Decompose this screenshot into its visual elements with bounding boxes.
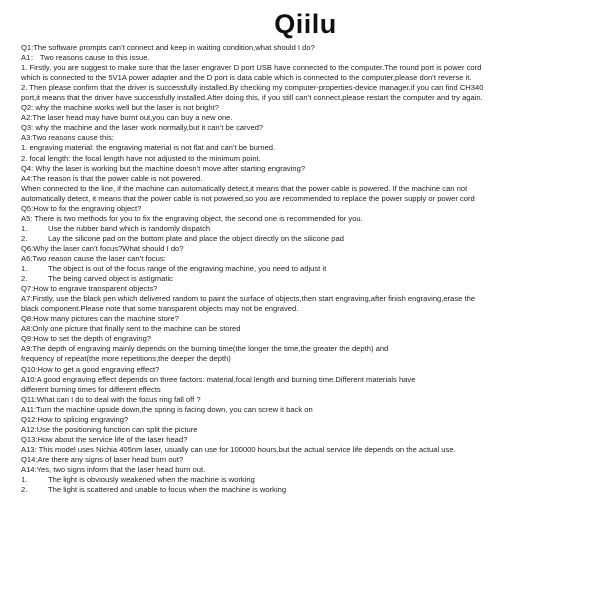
faq-answer: A8:Only one picture that finally sent to the machine can be stored <box>21 324 241 334</box>
faq-question: Q2: why the machine works well but the laser is not bright? <box>21 103 219 113</box>
faq-text-line: which is connected to the 5V1A power adapter and the D port is data cable which is connected to the computer,please don’t reverse it. <box>21 73 472 83</box>
list-number: 2. <box>21 233 28 243</box>
page-title: Qiilu <box>274 9 337 39</box>
faq-question: Q5:How to fix the engraving object? <box>21 203 142 213</box>
faq-question: Q4: Why the laser is working but the machine doesn’t move after starting engraving? <box>21 163 306 173</box>
faq-text-line: 1. engraving material: the engraving material is not flat and can’t be burned. <box>21 143 276 153</box>
faq-answer: A1： Two reasons cause to this issue. <box>21 53 150 63</box>
faq-answer: A13: This model uses Nichia 405nm laser, usually can use for 100000 hours,but the actual service life depends on the actual use. <box>21 444 456 454</box>
faq-answer: A3:Two reasons cause this: <box>21 133 114 143</box>
list-item-text: The light is scattered and unable to focus when the machine is working <box>48 485 287 495</box>
faq-text-line <box>21 234 590 244</box>
faq-answer: A10:A good engraving effect depends on three factors: material,focal length and burning time.Different materials have <box>21 374 416 384</box>
faq-text-line: 1. Firstly, you are suggest to make sure that the laser engraver D port USB have connected to the computer.The round port is power cord <box>21 63 482 73</box>
faq-question: Q3: why the machine and the laser work normally,but it can’t be carved? <box>21 123 264 133</box>
list-item-text: The object is out of the focus range of the engraving machine, you need to adjust it <box>48 264 327 274</box>
faq-text-line: black component.Please note that some transparent objects may not be engraved. <box>21 304 299 314</box>
faq-question: Q8:How many pictures can the machine store? <box>21 314 179 324</box>
list-item-text: The being carved object is astigmatic <box>48 274 173 284</box>
list-number: 2. <box>21 274 28 284</box>
list-number: 2. <box>21 485 28 495</box>
faq-question: Q14:Are there any signs of laser head burn out? <box>21 454 184 464</box>
list-item-text: Use the rubber band which is randomly dispatch <box>48 223 211 233</box>
faq-answer: A12:Use the positioning function can split the picture <box>21 424 198 434</box>
faq-text-line <box>21 224 590 234</box>
list-number: 1. <box>21 475 28 485</box>
faq-question: Q12:How to splicing engraving? <box>21 414 129 424</box>
faq-question: Q11:What can I do to deal with the focus ring fall off ? <box>21 394 201 404</box>
faq-question: Q9:How to set the depth of engraving? <box>21 334 152 344</box>
faq-text-line: different burning times for different effects <box>21 384 161 394</box>
faq-text-line <box>21 475 590 485</box>
faq-answer: A11:Turn the machine upside down,the spring is facing down, you can screw it back on <box>21 404 313 414</box>
list-item-text: The light is obviously weakened when the machine is working <box>48 475 255 485</box>
faq-question: Q13:How about the service life of the laser head? <box>21 434 188 444</box>
faq-answer: A9:The depth of engraving mainly depends on the burning time(the longer the time,the greater the depth) and <box>21 344 389 354</box>
faq-question: Q7:How to engrave transparent objects? <box>21 284 158 294</box>
faq-text-line <box>21 264 590 274</box>
faq-question: Q10:How to get a good engraving effect? <box>21 364 160 374</box>
faq-question: Q1:The software prompts can’t connect and keep in waiting condition,what should I do? <box>21 43 315 52</box>
faq-content <box>21 43 590 495</box>
faq-question: Q6:Why the laser can’t focus?What should I do? <box>21 243 184 253</box>
list-number: 1. <box>21 223 28 233</box>
faq-text-line <box>21 485 590 495</box>
faq-text-line <box>21 274 590 284</box>
faq-text-line: 2. Then please confirm that the driver is successfully installed.By checking my computer-properties-device manager,if you can find CH340 <box>21 83 484 93</box>
faq-answer: A6:Two reason cause the laser can’t focus: <box>21 253 166 263</box>
faq-answer: A5: There is two methods for you to fix the engraving object, the second one is recommended for you. <box>21 213 363 223</box>
faq-text-line: automatically detect, it means that the power cable is not powered,so you are recommended to replace the power supply or power cord <box>21 193 475 203</box>
faq-text-line: When connected to the line, if the machine can automatically detect,it means that the power cable is powered. If the machine can not <box>21 183 468 193</box>
faq-answer: A4:The reason is that the power cable is not powered. <box>21 173 203 183</box>
faq-text-line: 2. focal length: the focal length have not adjusted to the minimum point. <box>21 153 261 163</box>
faq-answer: A14:Yes, two signs inform that the laser head burn out. <box>21 464 206 474</box>
faq-text-line: port,it means that the driver have successfully installed.After doing this, if you still can’t connect,please restart the computer and try again. <box>21 93 483 103</box>
faq-answer: A2:The laser head may have burnt out,you can buy a new one. <box>21 113 233 123</box>
faq-answer: A7:Firstly, use the black pen which delivered random to paint the surface of objects,then start engraving,after finish engraving,erase the <box>21 294 476 304</box>
faq-text-line: frequency of repeat(the more repetitions,the deeper the depth) <box>21 354 231 364</box>
list-number: 1. <box>21 264 28 274</box>
list-item-text: Lay the silicone pad on the bottom plate and place the object directly on the silicone pad <box>48 233 344 243</box>
